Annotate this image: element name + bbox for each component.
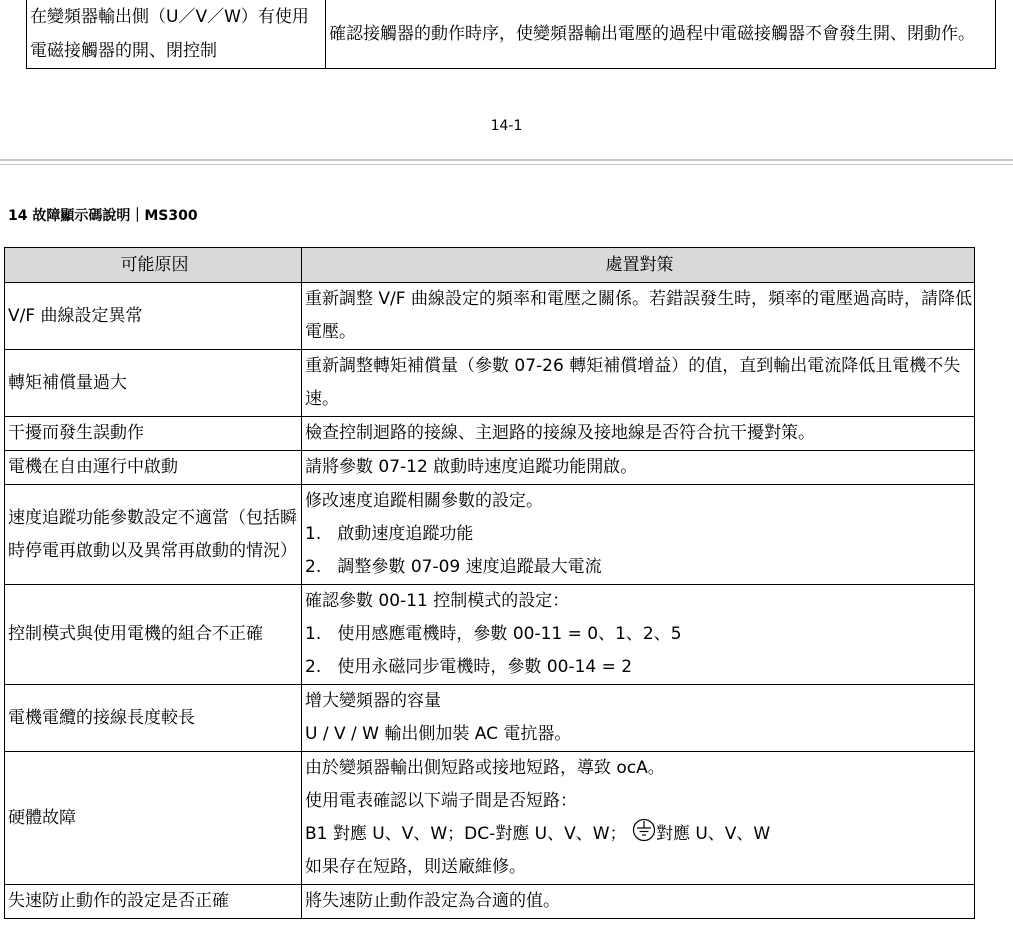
action-cell	[302, 451, 975, 485]
table-row	[5, 485, 975, 585]
action-line: 如果存在短路，則送廠維修。	[305, 857, 526, 877]
action-line: 確認參數 00-11 控制模式的設定：	[305, 591, 570, 611]
cause-cell: 在變頻器輸出側（U／V／W）有使用電磁接觸器的開、閉控制	[27, 0, 326, 69]
page-header-title: 14 故障顯示碼說明｜MS300	[8, 208, 198, 224]
action-cell	[302, 585, 975, 685]
action-line: 2. 使用永磁同步電機時，參數 00-14 = 2	[305, 657, 633, 677]
table-row	[5, 417, 975, 451]
action-line: 2. 調整參數 07-09 速度追蹤最大電流	[305, 557, 602, 577]
page-separator	[0, 164, 1013, 165]
cause-cell: 電機電纜的接線長度較長	[5, 685, 302, 752]
previous-page-table	[26, 0, 996, 69]
action-line: 由於變頻器輸出側短路或接地短路，導致 ocA。	[305, 758, 665, 778]
cause-cell: 電機在自由運行中啟動	[5, 451, 302, 485]
cause-cell: 轉矩補償量過大	[5, 350, 302, 417]
action-cell: 確認接觸器的動作時序，使變頻器輸出電壓的過程中電磁接觸器不會發生開、閉動作。	[326, 0, 996, 69]
action-line: 1. 使用感應電機時，參數 00-11 = 0、1、2、5	[305, 624, 682, 644]
action-line: 重新調整 V/F 曲線設定的頻率和電壓之關係。若錯誤發生時，頻率的電壓過高時，請降低電壓。	[305, 289, 972, 342]
cause-cell: 硬體故障	[5, 752, 302, 885]
ground-icon	[632, 818, 656, 842]
action-cell	[302, 752, 975, 885]
action-line: 請將參數 07-12 啟動時速度追蹤功能開啟。	[305, 457, 638, 477]
table-row	[5, 752, 975, 885]
table-row	[27, 0, 996, 69]
action-cell	[302, 685, 975, 752]
table-header-row	[5, 248, 975, 283]
action-line: 1. 啟動速度追蹤功能	[305, 524, 474, 544]
table-row	[5, 585, 975, 685]
table-row	[5, 685, 975, 752]
cause-cell: 控制模式與使用電機的組合不正確	[5, 585, 302, 685]
terminal-line	[305, 818, 974, 851]
action-line: 增大變頻器的容量	[305, 691, 441, 711]
action-cell	[302, 350, 975, 417]
terminal-text-1: B1 對應 U、V、W；DC-對應 U、V、W；	[305, 824, 627, 844]
action-line: 使用電表確認以下端子間是否短路：	[305, 791, 577, 811]
column-header-cause: 可能原因	[5, 248, 302, 283]
action-line: 修改速度追蹤相關參數的設定。	[305, 491, 543, 511]
table-row	[5, 350, 975, 417]
table-row	[5, 885, 975, 919]
action-cell	[302, 885, 975, 919]
cause-cell: 速度追蹤功能參數設定不適當（包括瞬時停電再啟動以及異常再啟動的情況）	[5, 485, 302, 585]
table-row	[5, 451, 975, 485]
table-row	[5, 283, 975, 350]
column-header-action: 處置對策	[302, 248, 975, 283]
page-number: 14-1	[490, 118, 523, 134]
cause-cell: 失速防止動作的設定是否正確	[5, 885, 302, 919]
cause-cell: 干擾而發生誤動作	[5, 417, 302, 451]
action-line: 檢查控制迴路的接線、主迴路的接線及接地線是否符合抗干擾對策。	[305, 423, 815, 443]
fault-cause-table	[4, 247, 975, 919]
action-cell	[302, 485, 975, 585]
action-cell	[302, 417, 975, 451]
action-line: 將失速防止動作設定為合適的值。	[305, 891, 560, 911]
cause-cell: V/F 曲線設定異常	[5, 283, 302, 350]
action-line: U / V / W 輸出側加裝 AC 電抗器。	[305, 724, 572, 744]
terminal-text-2: 對應 U、V、W	[655, 824, 771, 844]
action-line: 重新調整轉矩補償量（參數 07-26 轉矩補償增益）的值，直到輸出電流降低且電機不失速。	[305, 356, 961, 409]
page-separator	[0, 159, 1013, 161]
action-cell	[302, 283, 975, 350]
